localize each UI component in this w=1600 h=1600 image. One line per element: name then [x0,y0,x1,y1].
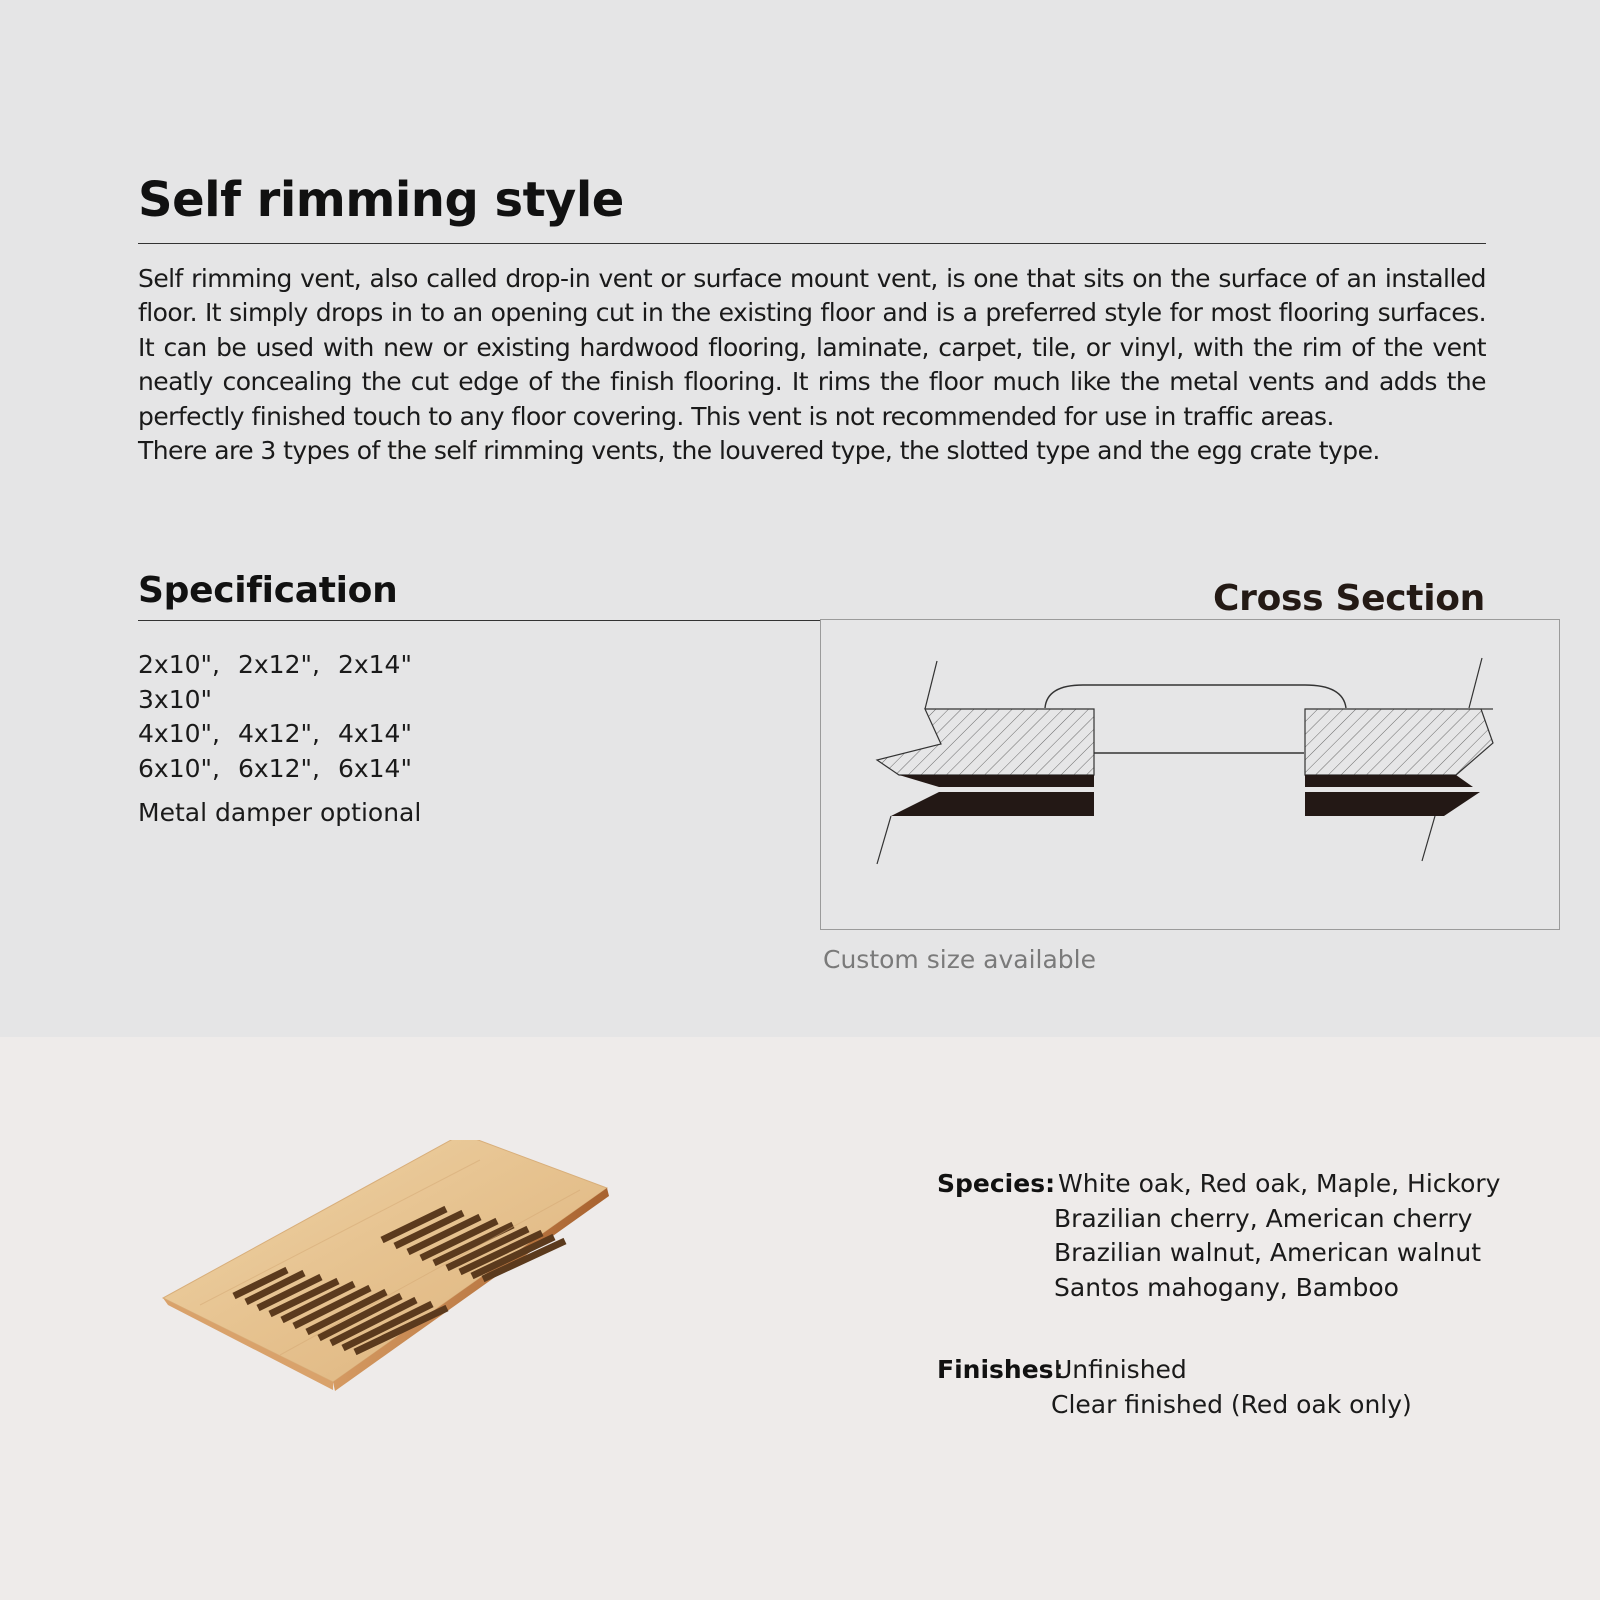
size-value: 6x14" [337,753,412,783]
intro-text [138,262,1486,468]
size-value: 4x10", [138,719,220,748]
size-value: 2x10", [138,650,220,679]
species-line: Brazilian walnut, American walnut [1054,1238,1482,1267]
title-divider [138,243,1486,244]
size-value: 6x10", [138,753,220,783]
damper-note: Metal damper optional [138,798,422,827]
intro-types: There are 3 types of the self rimming vents, the louvered type, the slotted type and the egg crate type. [138,436,1380,466]
size-value: 2x14" [337,650,412,679]
specification-divider [138,620,820,621]
finishes-list [1051,1353,1412,1422]
finishes-label: Finishes: [937,1355,1064,1384]
size-row [138,717,430,752]
cross-section-drawing [821,620,1559,929]
species-line: Brazilian cherry, American cherry [1054,1203,1473,1233]
intro-paragraph: Self rimming vent, also called drop-in vent or surface mount vent, is one that sits on the surface of an installed floor. It simply drops in to an opening cut in the existing floor and is a preferred style for most flooring surfaces. It can be used with new or existing hardwood flooring, laminate, carpet, tile, or vinyl, with the rim of the vent neatly concealing the cut edge of the finish flooring. It rims the floor much like the metal vents and adds the perfectly finished touch to any floor covering. This vent is not recommended for use in traffic areas. [138,264,1486,431]
size-value: 4x12", [237,719,320,748]
wood-floor-vent-image [160,1140,630,1424]
species-list [1054,1167,1500,1305]
finishes-line: Clear finished (Red oak only) [1051,1389,1412,1419]
size-row [138,683,430,718]
size-row [138,648,430,683]
specification-heading: Specification [138,570,398,611]
cross-section-heading: Cross Section [1213,578,1485,619]
size-value: 6x12", [237,753,320,783]
custom-size-note: Custom size available [823,945,1096,974]
size-list [138,648,430,786]
page-title: Self rimming style [138,172,624,228]
species-line: Santos mahogany, Bamboo [1054,1272,1399,1302]
size-value: 4x14" [337,719,412,748]
species-label: Species: [937,1169,1056,1198]
cross-section-diagram [820,619,1560,930]
species-line: White oak, Red oak, Maple, Hickory [1058,1169,1501,1198]
size-row [138,752,430,787]
finishes-line: Unfinished [1054,1355,1187,1384]
vent-drawing [160,1140,630,1420]
size-value: 2x12", [237,650,320,679]
size-value: 3x10" [138,684,213,714]
